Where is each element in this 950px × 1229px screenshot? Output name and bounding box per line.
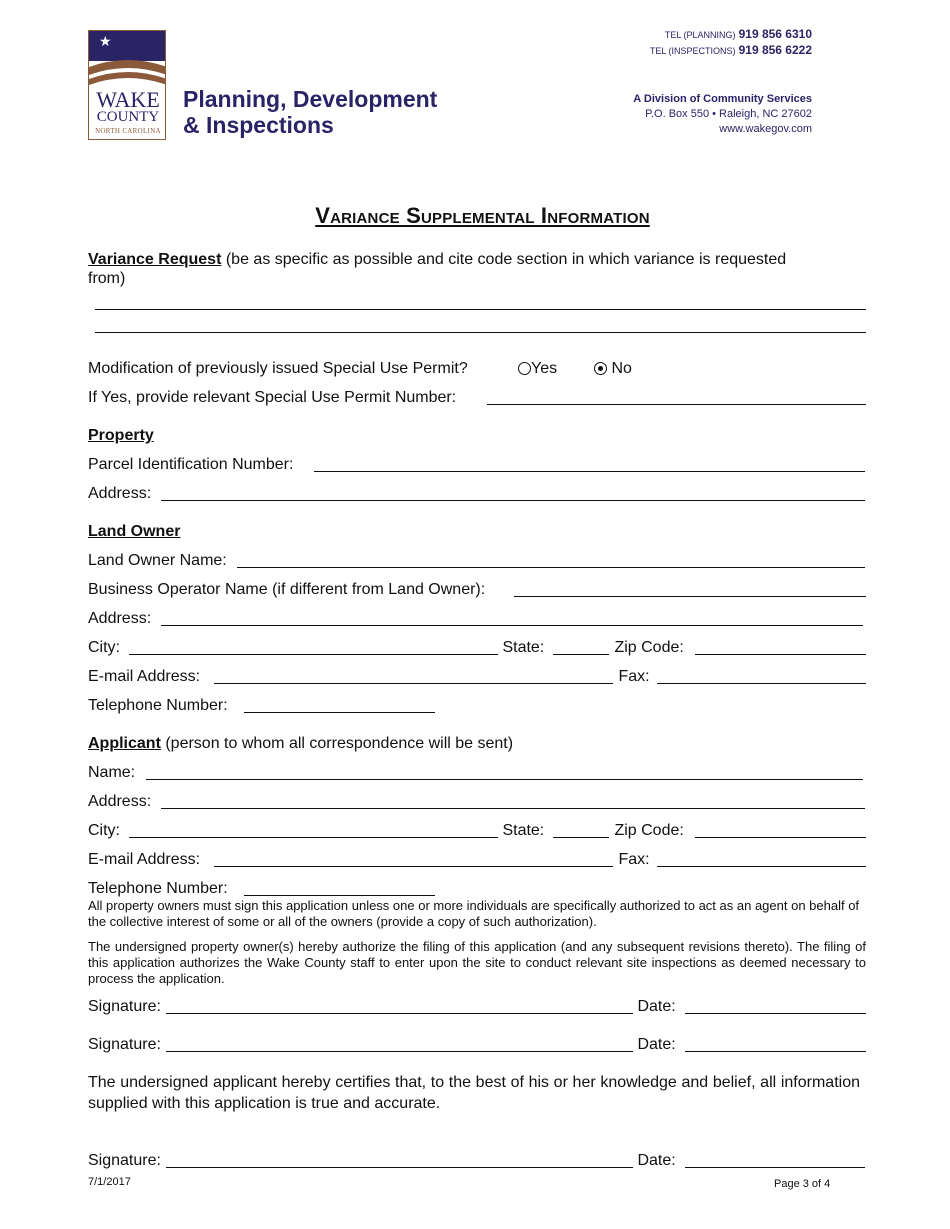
contact-address: A Division of Community Services P.O. Box 550 • Raleigh, NC 27602 www.wakegov.com bbox=[633, 93, 812, 135]
owner-date-label-1: Date: bbox=[633, 998, 681, 1015]
radio-yes-icon[interactable] bbox=[518, 362, 531, 375]
applicant-state-label: State: bbox=[498, 822, 549, 839]
owner-address-field[interactable] bbox=[161, 625, 863, 626]
business-operator-field[interactable] bbox=[514, 596, 866, 597]
wake-county-logo bbox=[88, 30, 166, 140]
page-number: Page 3 of 4 bbox=[774, 1178, 831, 1190]
logo-swoosh bbox=[89, 57, 166, 91]
applicant-telephone-label: Telephone Number: bbox=[88, 880, 233, 897]
applicant-city-label: City: bbox=[88, 822, 125, 839]
applicant-fax-field[interactable] bbox=[657, 866, 866, 867]
owner-email-label: E-mail Address: bbox=[88, 668, 205, 685]
land-owner-name-field[interactable] bbox=[237, 567, 865, 568]
pin-label: Parcel Identification Number: bbox=[88, 456, 298, 473]
owner-date-field-2[interactable] bbox=[685, 1051, 866, 1052]
sup-number-label: If Yes, provide relevant Special Use Permit Number: bbox=[88, 389, 457, 406]
pin-field[interactable] bbox=[314, 471, 865, 472]
property-header: Property bbox=[88, 427, 154, 444]
owner-signature-label-1: Signature: bbox=[88, 998, 161, 1015]
owner-email-field[interactable] bbox=[214, 683, 613, 684]
land-owner-name-label: Land Owner Name: bbox=[88, 552, 227, 569]
sup-number-field[interactable] bbox=[487, 404, 866, 405]
owner-date-field-1[interactable] bbox=[685, 1013, 866, 1014]
applicant-name-label: Name: bbox=[88, 764, 140, 781]
logo-text-wake: WAKE bbox=[96, 87, 160, 112]
logo-text-county: COUNTY bbox=[96, 109, 160, 125]
applicant-state-field[interactable] bbox=[553, 837, 609, 838]
land-owner-header: Land Owner bbox=[88, 523, 181, 540]
applicant-signature-label: Signature: bbox=[88, 1152, 161, 1169]
applicant-date-field[interactable] bbox=[685, 1167, 865, 1168]
radio-yes[interactable]: Yes bbox=[518, 359, 557, 379]
owner-signature-label-2: Signature: bbox=[88, 1036, 161, 1053]
applicant-name-field[interactable] bbox=[146, 779, 863, 780]
owner-statement: The undersigned property owner(s) hereby authorize the filing of this application (and any subsequent revisions thereto). The filing of this application authorizes the Wake County staff to enter upon the site to conduct relevant site inspections as deemed necessary to process the application. bbox=[88, 939, 866, 986]
applicant-email-label: E-mail Address: bbox=[88, 851, 205, 868]
owner-state-label: State: bbox=[498, 639, 549, 656]
applicant-statement: The undersigned applicant hereby certifies that, to the best of his or her knowledge and belief, all information supplied with this application is true and accurate. bbox=[88, 1074, 860, 1112]
owner-city-field[interactable] bbox=[129, 654, 498, 655]
applicant-zip-field[interactable] bbox=[695, 837, 866, 838]
owner-city-label: City: bbox=[88, 639, 125, 656]
owner-zip-field[interactable] bbox=[695, 654, 866, 655]
variance-request-field-line1[interactable] bbox=[95, 309, 866, 310]
owner-date-label-2: Date: bbox=[633, 1036, 681, 1053]
radio-no[interactable]: No bbox=[594, 359, 632, 379]
applicant-zip-label: Zip Code: bbox=[610, 822, 689, 839]
applicant-address-field[interactable] bbox=[161, 808, 865, 809]
variance-request-note: from) bbox=[88, 270, 126, 287]
logo-text-state: NORTH CAROLINA bbox=[95, 127, 161, 135]
applicant-address-label: Address: bbox=[88, 793, 156, 810]
department-name: Planning, Development & Inspections bbox=[183, 86, 438, 138]
business-operator-label: Business Operator Name (if different from Land Owner): bbox=[88, 581, 486, 598]
applicant-signature-field[interactable] bbox=[166, 1167, 633, 1168]
revision-date: 7/1/2017 bbox=[88, 1176, 131, 1188]
owner-telephone-label: Telephone Number: bbox=[88, 697, 233, 714]
radio-no-selected-icon[interactable] bbox=[594, 362, 607, 375]
owner-state-field[interactable] bbox=[553, 654, 609, 655]
variance-request-field-line2[interactable] bbox=[95, 332, 866, 333]
star-icon: ★ bbox=[99, 33, 112, 49]
variance-request-label: Variance Request (be as specific as possible and cite code section in which variance is requested bbox=[88, 251, 787, 268]
applicant-telephone-field[interactable] bbox=[244, 895, 435, 896]
owner-signature-field-2[interactable] bbox=[166, 1051, 633, 1052]
contact-phones: TEL (PLANNING) 919 856 6310 TEL (INSPECTIONS) 919 856 6222 bbox=[649, 27, 812, 57]
property-address-field[interactable] bbox=[161, 500, 865, 501]
owner-telephone-field[interactable] bbox=[244, 712, 435, 713]
owner-zip-label: Zip Code: bbox=[610, 639, 689, 656]
page-title: Variance Supplemental Information bbox=[315, 203, 650, 228]
owner-fax-field[interactable] bbox=[657, 683, 866, 684]
applicant-fax-label: Fax: bbox=[614, 851, 655, 868]
property-address-label: Address: bbox=[88, 485, 156, 502]
applicant-date-label: Date: bbox=[633, 1152, 681, 1169]
owner-address-label: Address: bbox=[88, 610, 156, 627]
applicant-city-field[interactable] bbox=[129, 837, 498, 838]
sup-question: Modification of previously issued Special Use Permit? bbox=[88, 360, 468, 377]
applicant-email-field[interactable] bbox=[214, 866, 613, 867]
applicant-header: Applicant (person to whom all correspondence will be sent) bbox=[88, 735, 514, 752]
authorization-note: All property owners must sign this application unless one or more individuals are specifically authorized to act as an agent on behalf of the collective interest of some or all of the owners (provide a copy of such authorization). bbox=[88, 898, 860, 929]
owner-signature-field-1[interactable] bbox=[166, 1013, 633, 1014]
owner-fax-label: Fax: bbox=[614, 668, 655, 685]
